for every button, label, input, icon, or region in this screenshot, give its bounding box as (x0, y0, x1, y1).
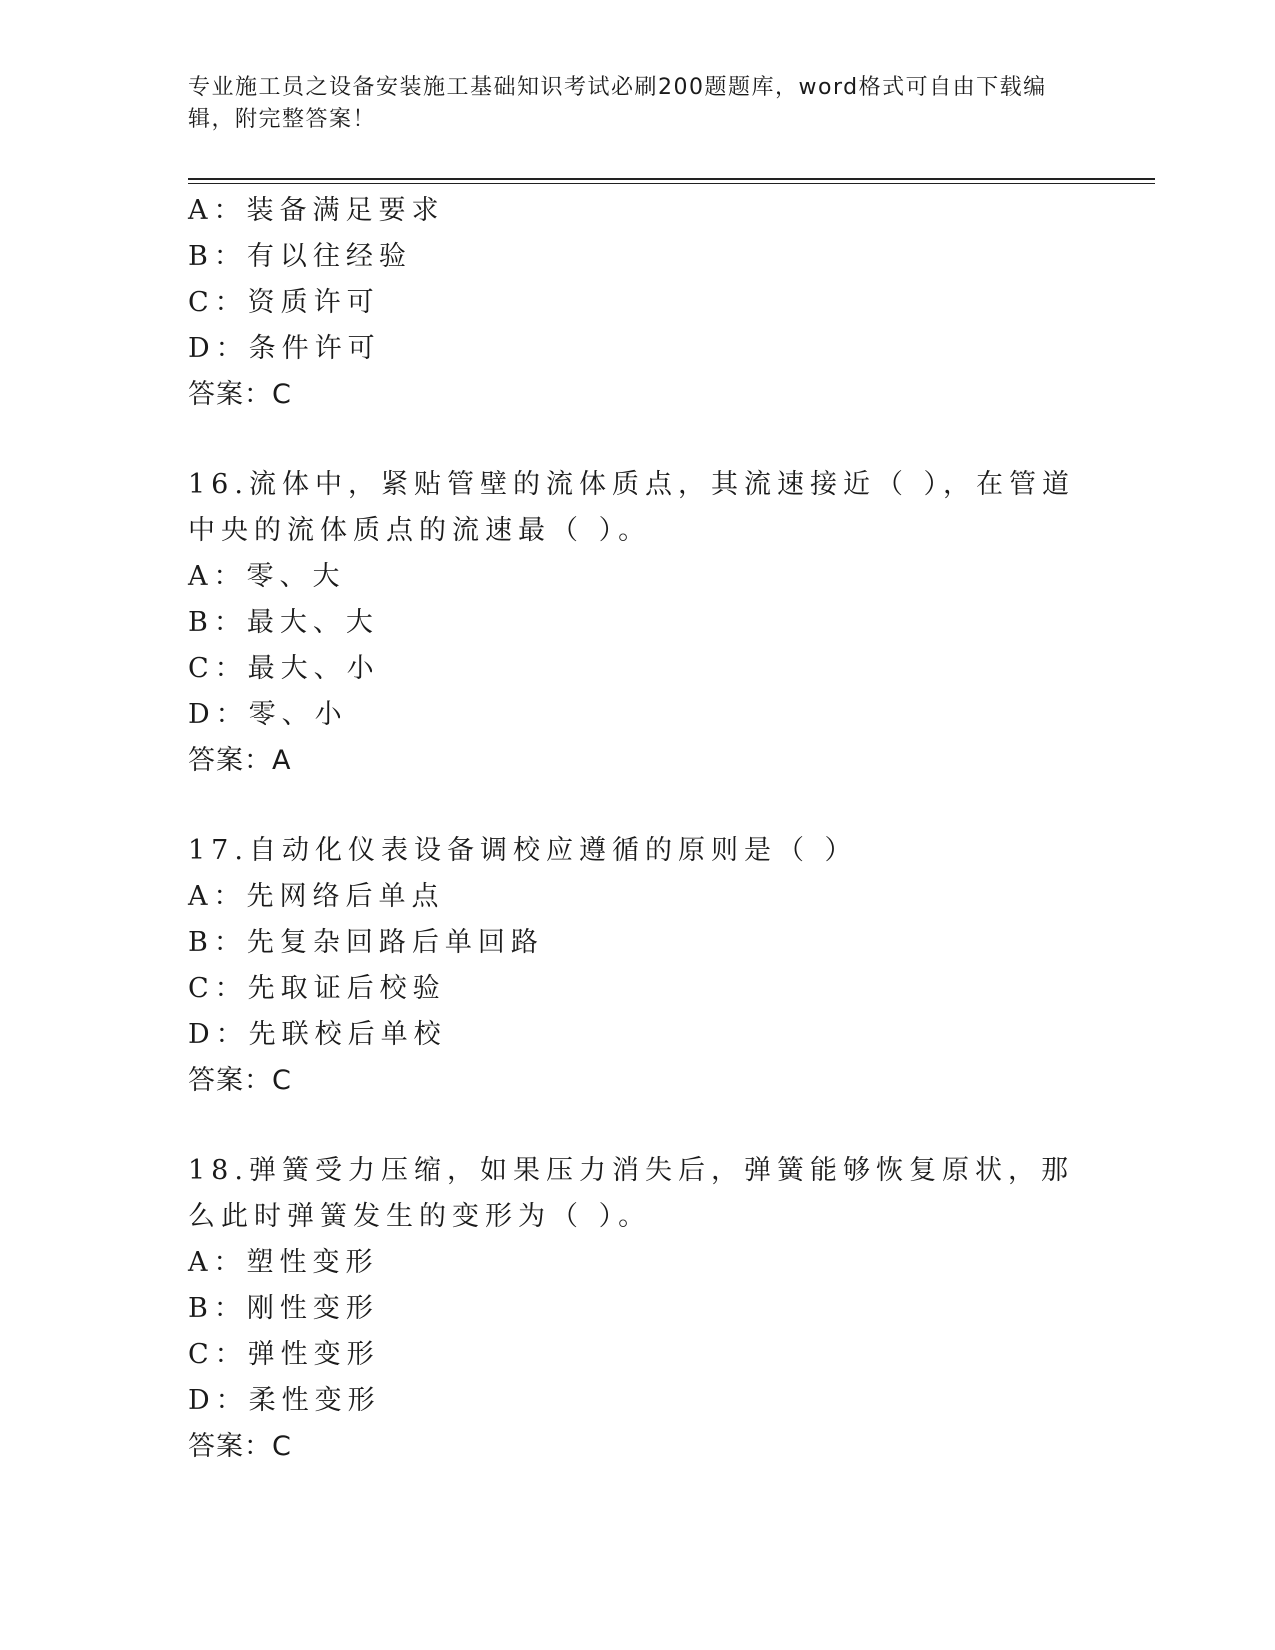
option-b: B：先复杂回路后单回路 (188, 927, 544, 958)
option-c: C：弹性变形 (188, 1339, 380, 1370)
question-block-16 (188, 462, 1088, 784)
option-a: A：先网络后单点 (188, 881, 445, 912)
option-c: C：先取证后校验 (188, 973, 446, 1004)
option-b: B：最大、大 (188, 607, 379, 638)
option-d: D：先联校后单校 (188, 1019, 447, 1050)
answer-line: 答案：A (188, 745, 292, 776)
question-text: 18.弹簧受力压缩，如果压力消失后，弹簧能够恢复原状，那么此时弹簧发生的变形为（ ）。 (188, 1155, 1074, 1232)
option-b: B：有以往经验 (188, 241, 412, 272)
answer-line: 答案：C (188, 1065, 292, 1096)
question-text: 16.流体中，紧贴管壁的流体质点，其流速接近（ ），在管道中央的流体质点的流速最（ ）。 (188, 469, 1076, 546)
answer-line: 答案：C (188, 1431, 292, 1462)
header-rule-thick (188, 178, 1155, 180)
option-b: B：刚性变形 (188, 1293, 379, 1324)
question-block-partial (188, 188, 1088, 418)
document-header: 专业施工员之设备安装施工基础知识考试必刷200题题库，word格式可自由下载编辑，附完整答案！ (188, 75, 1047, 132)
option-c: C：资质许可 (188, 287, 380, 318)
option-a: A：塑性变形 (188, 1247, 379, 1278)
option-d: D：柔性变形 (188, 1385, 381, 1416)
question-text: 17.自动化仪表设备调校应遵循的原则是（ ） (188, 835, 858, 866)
header-rule-thin (188, 183, 1155, 184)
answer-line: 答案：C (188, 379, 292, 410)
document-body (188, 188, 1088, 1514)
option-c: C：最大、小 (188, 653, 380, 684)
question-block-18 (188, 1148, 1088, 1470)
option-a: A：零、大 (188, 561, 346, 592)
option-d: D：零、小 (188, 699, 348, 730)
option-d: D：条件许可 (188, 333, 381, 364)
question-block-17 (188, 828, 1088, 1104)
option-a: A：装备满足要求 (188, 195, 445, 226)
